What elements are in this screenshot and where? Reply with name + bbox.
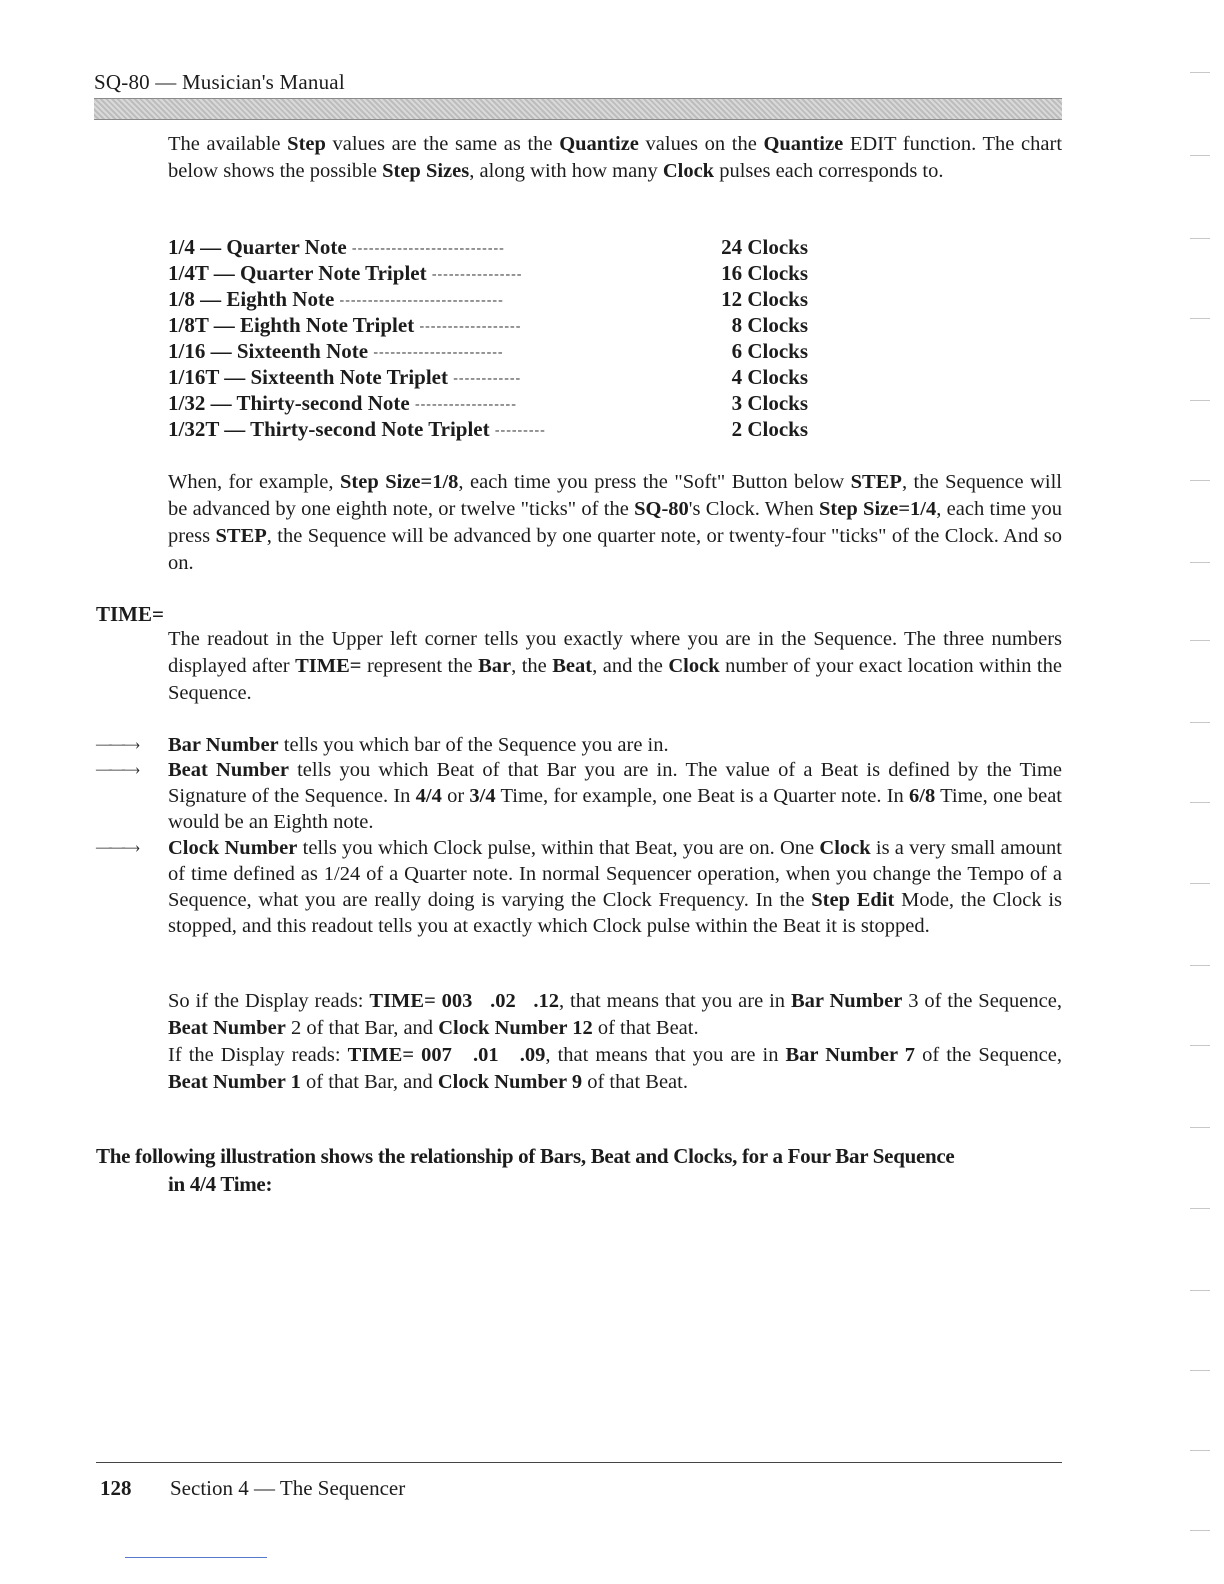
dot-leader: ------------ <box>453 371 522 387</box>
edge-tick <box>1190 722 1210 723</box>
edge-tick <box>1190 640 1210 641</box>
step-size-name: Quarter Note Triplet <box>239 261 427 285</box>
intro-paragraph: The available Step values are the same as the Quantize values on the Quantize EDIT function. The chart below shows the possible Step Sizes, along with how many Clock pulses each corresponds to. <box>168 133 1063 182</box>
dot-leader: ------------------ <box>419 319 522 335</box>
display-example-2: If the Display reads: TIME= 007 .01 .09, that means that you are in Bar Number 7 of the Sequence, Beat Number 1 of that Bar, and Clock Number 9 of that Beat. <box>168 1044 1062 1093</box>
step-size-clocks: 2 Clocks <box>731 417 808 441</box>
step-size-table <box>168 234 828 442</box>
beat-number-item: ———› Beat Number tells you which Beat of that Bar you are in. The value of a Beat is defined by the Time Signature of the Sequence. In 4/4 or 3/4 Time, for example, one Beat is a Quarter note. In 6/8 Time, one beat would be an Eighth note. <box>96 759 1063 833</box>
step-size-label <box>168 234 505 262</box>
step-size-row <box>168 338 828 364</box>
step-size-row <box>168 286 828 312</box>
edge-tick <box>1190 155 1210 156</box>
arrow-icon: ———› <box>96 839 138 856</box>
step-size-name: Quarter Note <box>226 235 347 259</box>
step-size-clocks: 8 Clocks <box>731 313 808 337</box>
step-size-label <box>168 416 546 444</box>
dot-leader: ------------------ <box>414 397 517 413</box>
time-heading: TIME= <box>96 602 164 626</box>
step-size-code: 1/4T — <box>168 261 240 285</box>
step-size-clocks: 6 Clocks <box>731 339 808 363</box>
step-size-code: 1/8 — <box>168 287 227 311</box>
dot-leader: ----------------------------- <box>339 293 504 309</box>
edge-tick <box>1190 480 1210 481</box>
step-size-row <box>168 234 828 260</box>
step-size-row <box>168 364 828 390</box>
step-size-clocks: 3 Clocks <box>731 391 808 415</box>
step-size-name: Eighth Note <box>226 287 335 311</box>
step-size-code: 1/32T — <box>168 417 251 441</box>
clock-number-item: ———› Clock Number tells you which Clock pulse, within that Beat, you are on. One Clock is a very small amount of time defined as 1/24 of a Quarter note. In normal Sequencer operation, when you change the Tempo of a Sequence, what you are really doing is varying the Clock Frequency. In the Step Edit Mode, the Clock is stopped, and this readout tells you at exactly which Clock pulse within the Beat it is stopped. <box>96 837 1063 937</box>
step-size-name: Sixteenth Note <box>236 339 369 363</box>
edge-tick <box>1190 883 1210 884</box>
step-size-code: 1/32 — <box>168 391 237 415</box>
edge-tick <box>1190 965 1210 966</box>
step-size-row <box>168 312 828 338</box>
step-size-name: Thirty-second Note <box>236 391 410 415</box>
edge-tick <box>1190 1370 1210 1371</box>
edge-tick <box>1190 1127 1210 1128</box>
step-size-clocks: 24 Clocks <box>721 235 808 259</box>
time-paragraph: The readout in the Upper left corner tells you exactly where you are in the Sequence. The three numbers displayed after TIME= represent the Bar, the Beat, and the Clock number of your exact location within the Sequence. <box>168 628 1062 704</box>
step-size-name: Sixteenth Note Triplet <box>250 365 448 389</box>
edge-tick <box>1190 1290 1210 1291</box>
step-size-row <box>168 260 828 286</box>
illustration-heading-line2: in 4/4 Time: <box>168 1172 273 1196</box>
footer-rule <box>96 1462 1062 1463</box>
bar-number-item: ———› Bar Number tells you which bar of the Sequence you are in. <box>96 734 669 756</box>
footer-section-title: Section 4 — The Sequencer <box>170 1476 406 1500</box>
step-size-clocks: 4 Clocks <box>731 365 808 389</box>
step-size-label <box>168 286 504 314</box>
step-size-code: 1/16T — <box>168 365 251 389</box>
page-number: 128 <box>100 1476 132 1500</box>
dot-leader: ----------------------- <box>373 345 504 361</box>
edge-tick <box>1190 1530 1210 1531</box>
illustration-heading <box>96 1142 1062 1198</box>
step-size-row <box>168 416 828 442</box>
display-example-1: So if the Display reads: TIME= 003 .02 .12, that means that you are in Bar Number 3 of the Sequence, Beat Number 2 of that Bar, and Clock Number 12 of that Beat. <box>168 990 1062 1039</box>
step-size-label <box>168 260 522 288</box>
step-size-code: 1/4 — <box>168 235 227 259</box>
step-size-name: Eighth Note Triplet <box>239 313 415 337</box>
dot-leader: ---------------- <box>431 267 523 283</box>
step-size-label <box>168 390 517 418</box>
dot-leader: --------------------------- <box>351 241 505 257</box>
header-band <box>94 98 1062 120</box>
dot-leader: --------- <box>494 423 546 439</box>
example-paragraph: When, for example, Step Size=1/8, each time you press the "Soft" Button below STEP, the Sequence will be advanced by one eighth note, or twelve "ticks" of the SQ-80's Clock. When Step Size=1/4, each time you press STEP, the Sequence will be advanced by one quarter note, or twenty-four "ticks" of the Clock. And so on. <box>168 471 1063 574</box>
edge-tick <box>1190 238 1210 239</box>
arrow-icon: ———› <box>96 761 138 778</box>
display-examples <box>168 988 1062 1096</box>
step-size-code: 1/16 — <box>168 339 237 363</box>
edge-tick <box>1190 400 1210 401</box>
step-size-label <box>168 338 504 366</box>
step-size-clocks: 12 Clocks <box>721 287 808 311</box>
edge-tick <box>1190 318 1210 319</box>
edge-tick <box>1190 72 1210 73</box>
step-size-clocks: 16 Clocks <box>721 261 808 285</box>
edge-tick <box>1190 1045 1210 1046</box>
page-header: SQ-80 — Musician's Manual <box>94 70 345 94</box>
arrow-icon: ———› <box>96 736 138 753</box>
scan-mark <box>125 1557 267 1558</box>
step-size-label <box>168 312 521 340</box>
step-size-name: Thirty-second Note Triplet <box>250 417 490 441</box>
edge-tick <box>1190 1208 1210 1209</box>
illustration-heading-line1: The following illustration shows the relationship of Bars, Beat and Clocks, for a Four Bar Sequence <box>96 1144 955 1168</box>
edge-tick <box>1190 562 1210 563</box>
step-size-code: 1/8T — <box>168 313 240 337</box>
edge-tick <box>1190 1450 1210 1451</box>
edge-tick <box>1190 802 1210 803</box>
step-size-label <box>168 364 521 392</box>
step-size-row <box>168 390 828 416</box>
